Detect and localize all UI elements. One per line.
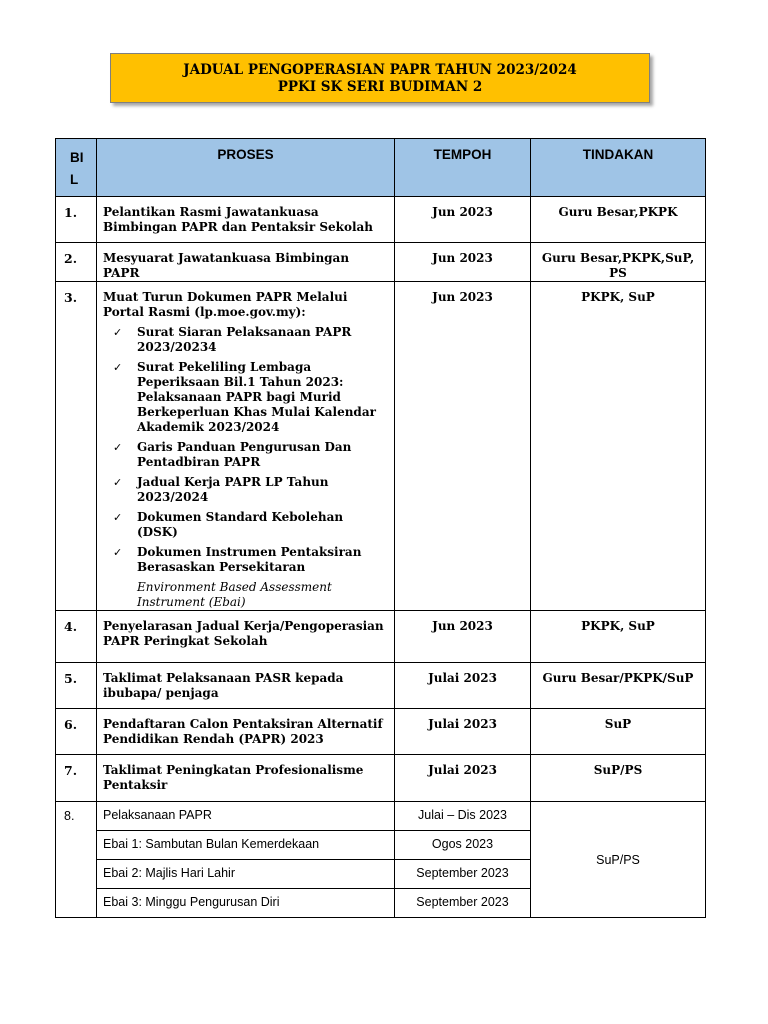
row-tempoh: Jun 2023: [395, 282, 531, 611]
schedule-table: [55, 138, 706, 918]
ebai-note: Environment Based Assessment Instrument (Ebai): [137, 580, 332, 609]
list-item: [113, 440, 388, 470]
table-row: [56, 611, 706, 663]
table-header-row: [56, 139, 706, 197]
row-tempoh: Jun 2023: [395, 197, 531, 243]
document-title-banner: [110, 53, 650, 103]
subrow-tempoh: Julai – Dis 2023: [395, 802, 531, 831]
list-item-text: Jadual Kerja PAPR LP Tahun 2023/2024: [137, 475, 329, 504]
check-mark-icon: ✓: [113, 476, 123, 489]
title-line-1: JADUAL PENGOPERASIAN PAPR TAHUN 2023/2024: [183, 62, 577, 78]
row-tindakan: SuP/PS: [531, 755, 706, 802]
table-row: [56, 663, 706, 709]
row-tempoh: Julai 2023: [395, 709, 531, 755]
row-proses-with-list: [97, 282, 395, 611]
row-number: 5.: [56, 663, 97, 709]
row-tindakan: Guru Besar,PKPK,SuP, PS: [531, 243, 706, 282]
check-mark-icon: ✓: [113, 441, 123, 454]
row-number: 8.: [56, 802, 97, 918]
check-mark-icon: ✓: [113, 511, 123, 524]
table-row: [56, 197, 706, 243]
header-tindakan: TINDAKAN: [531, 139, 706, 197]
list-item-text: Dokumen Instrumen Pentaksiran Berasaskan Persekitaran: [137, 545, 362, 574]
subrow-proses: Ebai 1: Sambutan Bulan Kemerdekaan: [97, 831, 395, 860]
row-number: 3.: [56, 282, 97, 611]
table-row: [56, 802, 706, 831]
subrow-tempoh: September 2023: [395, 889, 531, 918]
row-number: 1.: [56, 197, 97, 243]
subrow-tempoh: Ogos 2023: [395, 831, 531, 860]
list-item: [113, 325, 388, 355]
list-item: [113, 510, 388, 540]
row-tempoh: Julai 2023: [395, 663, 531, 709]
row-tindakan: Guru Besar/PKPK/SuP: [531, 663, 706, 709]
header-proses: PROSES: [97, 139, 395, 197]
row-tempoh: Jun 2023: [395, 243, 531, 282]
row-tindakan: Guru Besar,PKPK: [531, 197, 706, 243]
subrow-proses: Ebai 3: Minggu Pengurusan Diri: [97, 889, 395, 918]
subrow-proses: Ebai 2: Majlis Hari Lahir: [97, 860, 395, 889]
table-row: [56, 282, 706, 611]
row-number: 2.: [56, 243, 97, 282]
row-proses: Taklimat Pelaksanaan PASR kepada ibubapa/ penjaga: [97, 663, 395, 709]
table-row: [56, 755, 706, 802]
row-tindakan: PKPK, SuP: [531, 282, 706, 611]
document-checklist: [113, 325, 388, 575]
check-mark-icon: ✓: [113, 546, 123, 559]
row-tindakan: SuP: [531, 709, 706, 755]
row-proses: Muat Turun Dokumen PAPR Melalui Portal Rasmi (lp.moe.gov.my):: [103, 290, 348, 319]
header-bil-line2: L: [70, 172, 79, 187]
check-mark-icon: ✓: [113, 361, 123, 374]
row-tempoh: Jun 2023: [395, 611, 531, 663]
list-item: [113, 545, 388, 575]
subrow-proses: Pelaksanaan PAPR: [97, 802, 395, 831]
row-proses: Taklimat Peningkatan Profesionalisme Pentaksir: [97, 755, 395, 802]
list-item: [113, 475, 388, 505]
row-proses: Pendaftaran Calon Pentaksiran Alternatif Pendidikan Rendah (PAPR) 2023: [97, 709, 395, 755]
list-item-text: Dokumen Standard Kebolehan (DSK): [137, 510, 344, 539]
row-number: 6.: [56, 709, 97, 755]
header-bil: [56, 139, 97, 197]
row-number: 7.: [56, 755, 97, 802]
check-mark-icon: ✓: [113, 326, 123, 339]
header-bil-line1: BI: [70, 150, 84, 165]
header-tempoh: TEMPOH: [395, 139, 531, 197]
row-proses: Mesyuarat Jawatankuasa Bimbingan PAPR: [97, 243, 395, 282]
table-row: [56, 243, 706, 282]
title-line-2: PPKI SK SERI BUDIMAN 2: [277, 79, 483, 95]
list-item-text: Surat Siaran Pelaksanaan PAPR 2023/20234: [137, 325, 352, 354]
list-item-text: Surat Pekeliling Lembaga Peperiksaan Bil.1 Tahun 2023: Pelaksanaan PAPR bagi Murid Berkeperluan Khas Mulai Kalendar Akademik 2023/2024: [137, 360, 376, 434]
subrow-tempoh: September 2023: [395, 860, 531, 889]
row-tindakan: PKPK, SuP: [531, 611, 706, 663]
table-row: [56, 709, 706, 755]
row-proses: Penyelarasan Jadual Kerja/Pengoperasian PAPR Peringkat Sekolah: [97, 611, 395, 663]
list-item-text: Garis Panduan Pengurusan Dan Pentadbiran PAPR: [137, 440, 352, 469]
row-number: 4.: [56, 611, 97, 663]
row-tempoh: Julai 2023: [395, 755, 531, 802]
row-proses: Pelantikan Rasmi Jawatankuasa Bimbingan PAPR dan Pentaksir Sekolah: [97, 197, 395, 243]
list-item: [113, 360, 388, 435]
row-tindakan: SuP/PS: [531, 802, 706, 918]
